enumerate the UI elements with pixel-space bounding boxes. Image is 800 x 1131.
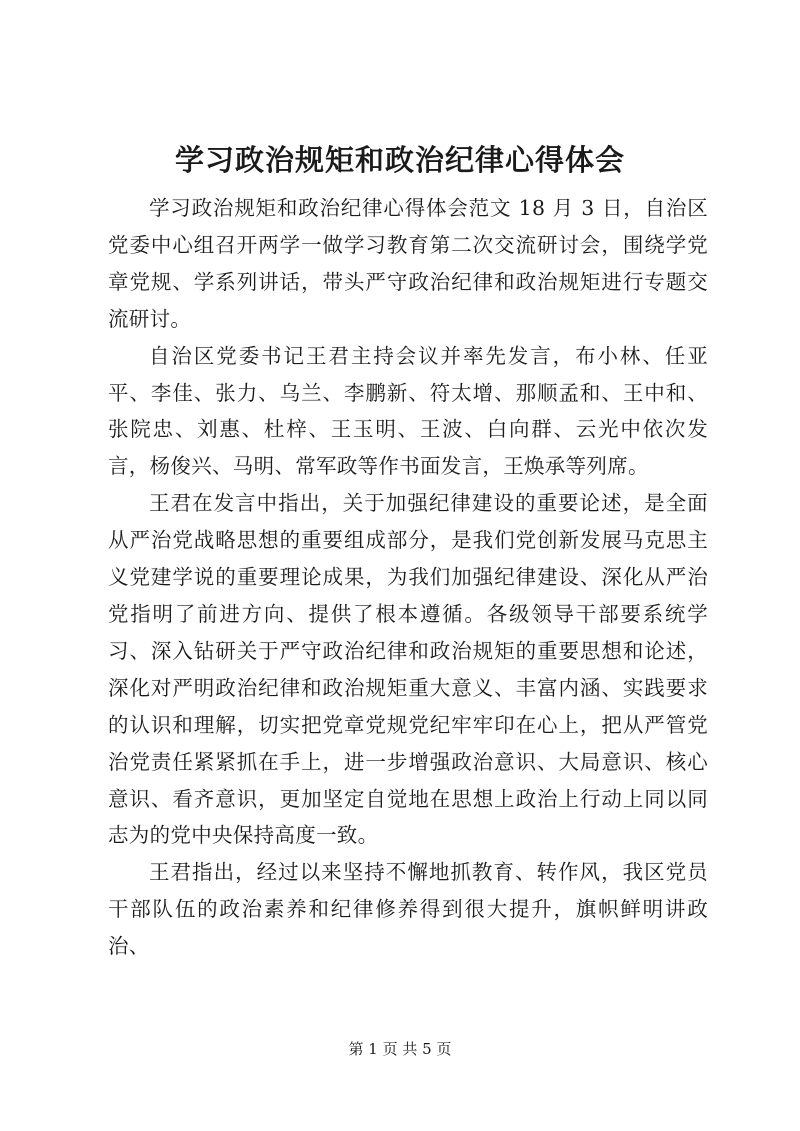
- document-body: [108, 190, 708, 965]
- page-number-footer: 第 1 页 共 5 页: [348, 1040, 452, 1058]
- document-title: 学习政治规矩和政治纪律心得体会: [174, 143, 625, 177]
- paragraph: 王君指出，经过以来坚持不懈地抓教育、转作风，我区党员干部队伍的政治素养和纪律修养得到很大提升，旗帜鲜明讲政治、: [108, 860, 708, 959]
- paragraph: 学习政治规矩和政治纪律心得体会范文 18 月 3 日，自治区党委中心组召开两学一做学习教育第二次交流研讨会，围绕学党章党规、学系列讲话，带头严守政治纪律和政治规矩进行专题交流研讨。: [108, 196, 708, 331]
- paragraph: 王君在发言中指出，关于加强纪律建设的重要论述，是全面从严治党战略思想的重要组成部分，是我们党创新发展马克思主义党建学说的重要理论成果，为我们加强纪律建设、深化从严治党指明了前进方向、提供了根本遵循。各级领导干部要系统学习、深入钻研关于严守政治纪律和政治规矩的重要思想和论述，深化对严明政治纪律和政治规矩重大意义、丰富内涵、实践要求的认识和理解，切实把党章党规党纪牢牢印在心上，把从严管党治党责任紧紧抓在手上，进一步增强政治意识、大局意识、核心意识、看齐意识，更加坚定自觉地在思想上政治上行动上同以同志为的党中央保持高度一致。: [108, 491, 708, 848]
- paragraph: 自治区党委书记王君主持会议并率先发言，布小林、任亚平、李佳、张力、乌兰、李鹏新、符太增、那顺孟和、王中和、张院忠、刘惠、杜梓、王玉明、王波、白向群、云光中依次发言，杨俊兴、马明、常军政等作书面发言，王焕承等列席。: [108, 343, 708, 479]
